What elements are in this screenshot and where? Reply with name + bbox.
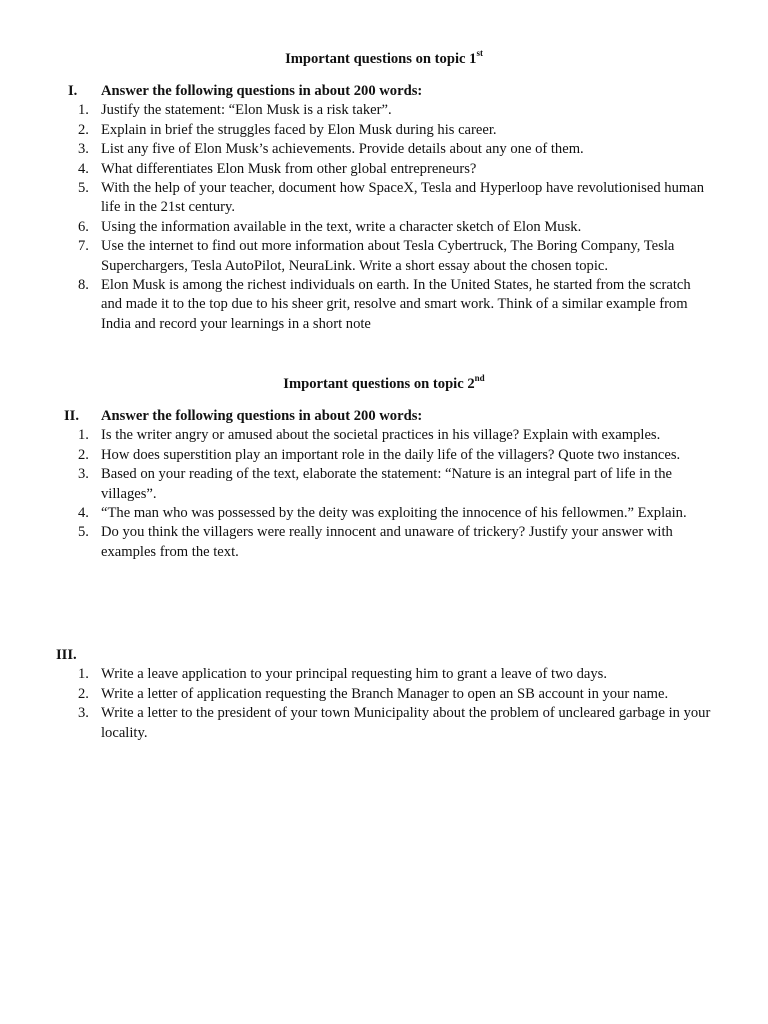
question-number: 1. [78,427,89,444]
question-item [0,179,711,218]
question-item [0,665,711,684]
question-text: Explain in brief the struggles faced by Elon Musk during his career. [101,121,497,138]
question-item [0,465,711,504]
question-item [0,276,711,334]
question-number: 3. [78,705,89,722]
question-number: 2. [78,685,89,702]
question-text: Using the information available in the text, write a character sketch of Elon Musk. [101,218,582,235]
question-item [0,685,711,704]
question-number: 7. [78,238,89,255]
title-text: Important questions on topic 1 [285,51,477,67]
question-number: 5. [78,180,89,197]
question-list [0,101,768,334]
question-number: 2. [78,446,89,463]
question-text: Is the writer angry or amused about the societal practices in his village? Explain with examples. [101,427,661,444]
question-number: 6. [78,218,89,235]
section-numeral: I. [68,83,78,99]
question-text: Write a leave application to your principal requesting him to grant a leave of two days. [101,666,607,683]
question-text: Elon Musk is among the richest individuals on earth. In the United States, he started from the scratch and made it to the top due to his sheer grit, resolve and smart work. Think of a similar example from India and record your learnings in a short note [101,277,691,332]
question-number: 2. [78,121,89,138]
question-number: 3. [78,466,89,483]
question-text: Based on your reading of the text, elaborate the statement: “Nature is an integral part of life in the villages”. [101,466,672,502]
question-item [0,237,711,276]
question-list [0,665,768,743]
question-number: 5. [78,524,89,541]
question-text: Justify the statement: “Elon Musk is a risk taker”. [101,102,392,119]
section-numeral: II. [64,408,80,424]
question-item [0,101,711,120]
question-item [0,140,711,159]
question-list [0,426,768,562]
section-1 [0,82,768,334]
question-text: What differentiates Elon Musk from other global entrepreneurs? [101,160,477,177]
question-item [0,121,711,140]
question-number: 4. [78,160,89,177]
question-number: 4. [78,505,89,522]
question-text: “The man who was possessed by the deity was exploiting the innocence of his fellowmen.” Explain. [101,505,687,522]
title-superscript: st [476,48,483,58]
topic-2-title [0,375,768,394]
question-text: List any five of Elon Musk’s achievements. Provide details about any one of them. [101,141,584,158]
question-text: Write a letter to the president of your town Municipality about the problem of uncleared garbage in your locality. [101,705,711,741]
section-heading [0,82,768,101]
section-heading-text: Answer the following questions in about 200 words: [101,83,423,99]
section-heading [0,646,768,665]
question-text: Do you think the villagers were really innocent and unaware of trickery? Justify your answer with examples from the text. [101,524,673,560]
question-text: Write a letter of application requesting the Branch Manager to open an SB account in your name. [101,685,669,702]
question-item [0,523,711,562]
question-number: 8. [78,277,89,294]
section-numeral: III. [56,647,77,663]
section-2 [0,407,768,562]
question-item [0,218,711,237]
question-number: 1. [78,666,89,683]
question-text: How does superstition play an important role in the daily life of the villagers? Quote two instances. [101,446,681,463]
question-item [0,446,711,465]
question-text: Use the internet to find out more information about Tesla Cybertruck, The Boring Company, Tesla Superchargers, Tesla AutoPilot, NeuraLink. Write a short essay about the chosen topic. [101,238,675,274]
section-3 [0,646,768,743]
question-item [0,160,711,179]
question-number: 1. [78,102,89,119]
section-heading [0,407,768,426]
question-text: With the help of your teacher, document how SpaceX, Tesla and Hyperloop have revolutionised human life in the 21st century. [101,180,705,216]
section-heading-text: Answer the following questions in about 200 words: [101,408,423,424]
title-text: Important questions on topic 2 [283,376,475,392]
question-number: 3. [78,141,89,158]
question-item [0,504,711,523]
question-item [0,704,711,743]
title-superscript: nd [474,373,485,383]
question-item [0,426,711,445]
topic-1-title [0,50,768,69]
